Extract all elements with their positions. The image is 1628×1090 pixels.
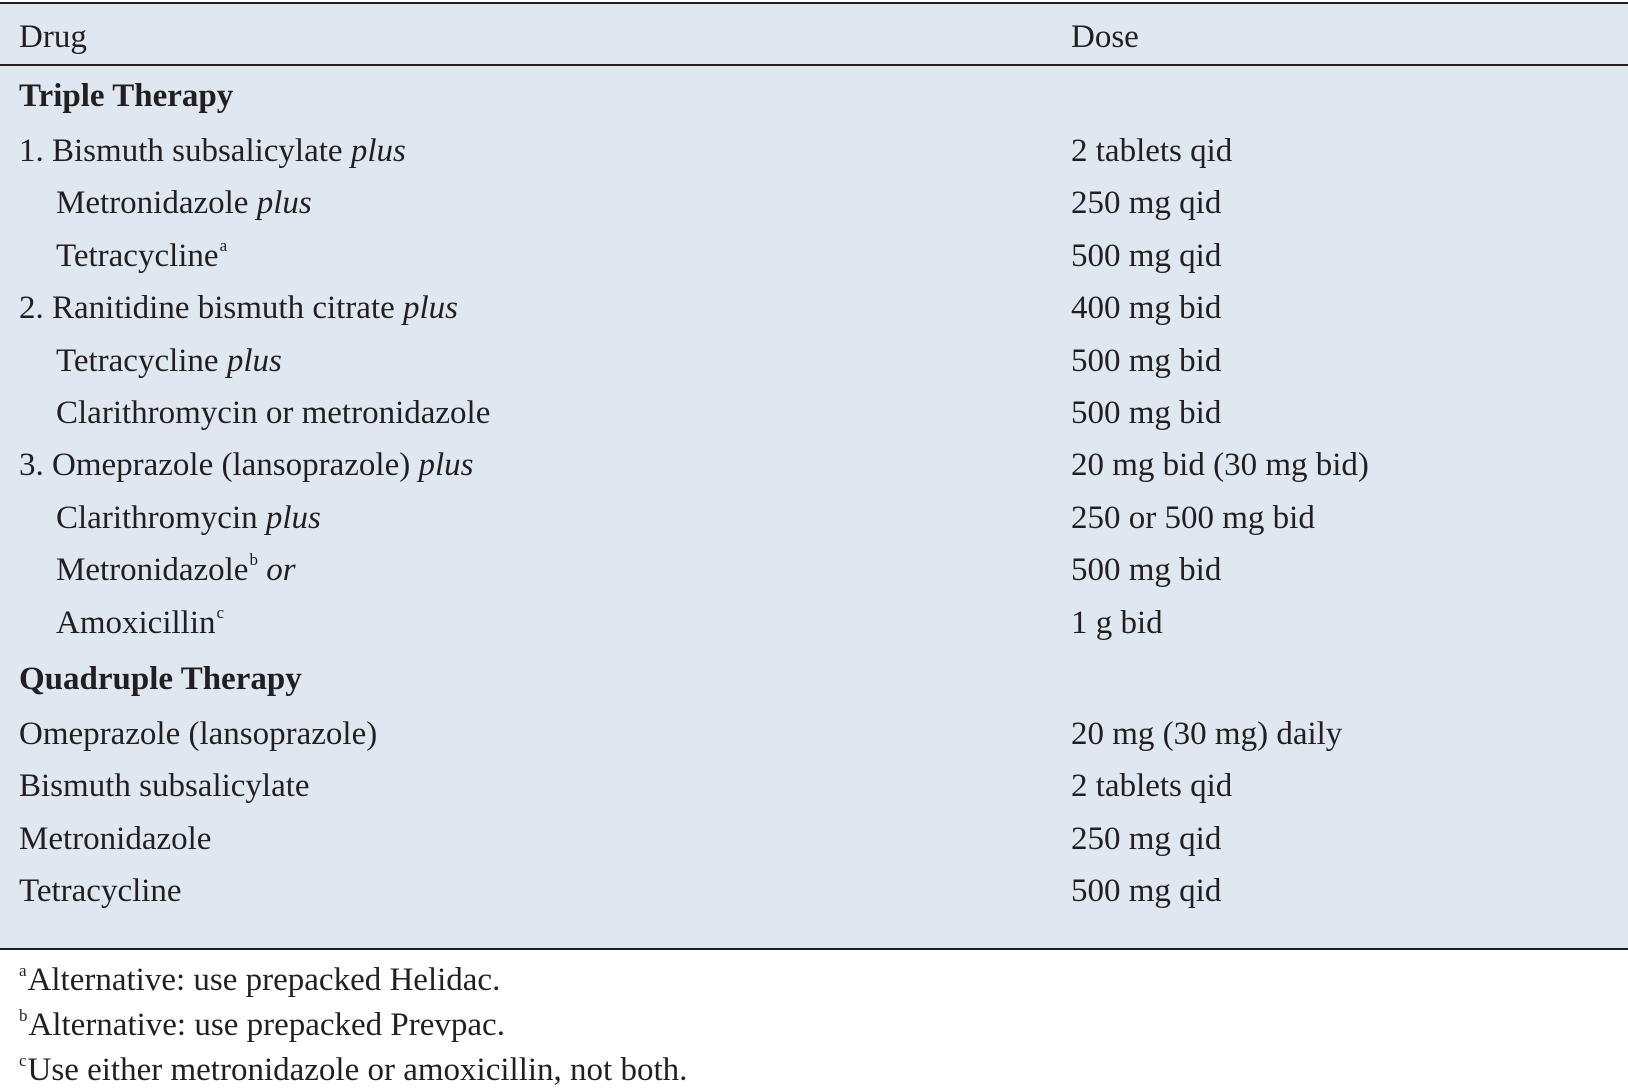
connector-word: plus [265, 499, 321, 536]
dose-cell: 400 mg bid [1071, 290, 1222, 327]
footnotes [19, 958, 1609, 1090]
dose-cell: 250 or 500 mg bid [1071, 499, 1315, 536]
drug-name: Metronidazole [56, 185, 249, 222]
drug-name: 1. Bismuth subsalicylate [19, 133, 343, 169]
drug-cell [56, 498, 321, 538]
drug-cell [56, 341, 282, 381]
drug-name: Metronidazole [56, 552, 249, 589]
connector-word: plus [418, 447, 474, 484]
drug-name: Tetracycline [56, 342, 219, 379]
drug-cell [56, 603, 224, 643]
dose-cell: 500 mg bid [1071, 342, 1222, 379]
table-header-row [0, 4, 1628, 66]
dose-cell: 500 mg qid [1071, 237, 1222, 274]
drug-cell [56, 183, 312, 223]
footnote-text: Alternative: use prepacked Helidac. [27, 962, 501, 998]
dose-cell: 250 mg qid [1071, 820, 1222, 857]
dose-cell: 250 mg qid [1071, 185, 1222, 222]
header-drug: Drug [19, 19, 87, 55]
drug-name: Omeprazole (lansoprazole) [19, 716, 378, 752]
footnote-mark: c [19, 1051, 27, 1070]
dose-cell: 20 mg bid (30 mg bid) [1071, 447, 1369, 484]
drug-cell [19, 445, 474, 485]
drug-name: Clarithromycin [56, 499, 258, 536]
drug-name: Bismuth subsalicylate [19, 768, 310, 805]
connector-word: plus [403, 290, 459, 327]
dose-cell: 1 g bid [1071, 604, 1163, 641]
drug-cell [19, 714, 377, 754]
dose-cell: 500 mg bid [1071, 395, 1222, 431]
drug-cell [19, 288, 458, 328]
footnote-mark: a [19, 961, 27, 980]
drug-cell [56, 393, 490, 433]
dose-cell: 500 mg bid [1071, 552, 1222, 589]
drug-name: Tetracycline [19, 873, 182, 910]
footnote-line [19, 1048, 1609, 1090]
footnote-marker: c [216, 602, 225, 622]
connector-word: or [266, 552, 296, 589]
drug-name: Amoxicillin [56, 604, 216, 641]
footnote-marker: a [219, 235, 228, 255]
section-title: Quadruple Therapy [19, 661, 302, 697]
footnote-text: Use either metronidazole or amoxicillin, not both. [27, 1052, 688, 1088]
drug-cell [19, 819, 211, 859]
connector-word: plus [350, 133, 406, 169]
footnote-line [19, 1003, 1609, 1048]
drug-name: 2. Ranitidine bismuth citrate [19, 290, 395, 327]
drug-name: 3. Omeprazole (lansoprazole) [19, 447, 411, 484]
drug-name: Metronidazole [19, 820, 212, 857]
section-title: Triple Therapy [19, 78, 234, 114]
drug-cell [56, 550, 296, 590]
drug-name: Clarithromycin or metronidazole [56, 395, 491, 431]
drug-cell [19, 131, 406, 171]
connector-word: plus [226, 342, 282, 379]
dose-cell: 2 tablets qid [1071, 133, 1233, 169]
dose-cell: 500 mg qid [1071, 873, 1222, 910]
dose-cell: 2 tablets qid [1071, 768, 1233, 805]
drug-cell [19, 766, 310, 806]
footnote-text: Alternative: use prepacked Prevpac. [28, 1007, 505, 1043]
connector-word: plus [256, 185, 312, 222]
drug-name: Tetracycline [56, 237, 219, 274]
drug-dose-table [0, 2, 1628, 950]
drug-cell [56, 236, 227, 276]
dose-cell: 20 mg (30 mg) daily [1071, 716, 1343, 752]
footnote-mark: b [19, 1006, 28, 1025]
header-dose: Dose [1071, 19, 1139, 55]
footnote-marker: b [249, 550, 258, 570]
drug-cell [19, 871, 182, 911]
footnote-line [19, 958, 1609, 1003]
